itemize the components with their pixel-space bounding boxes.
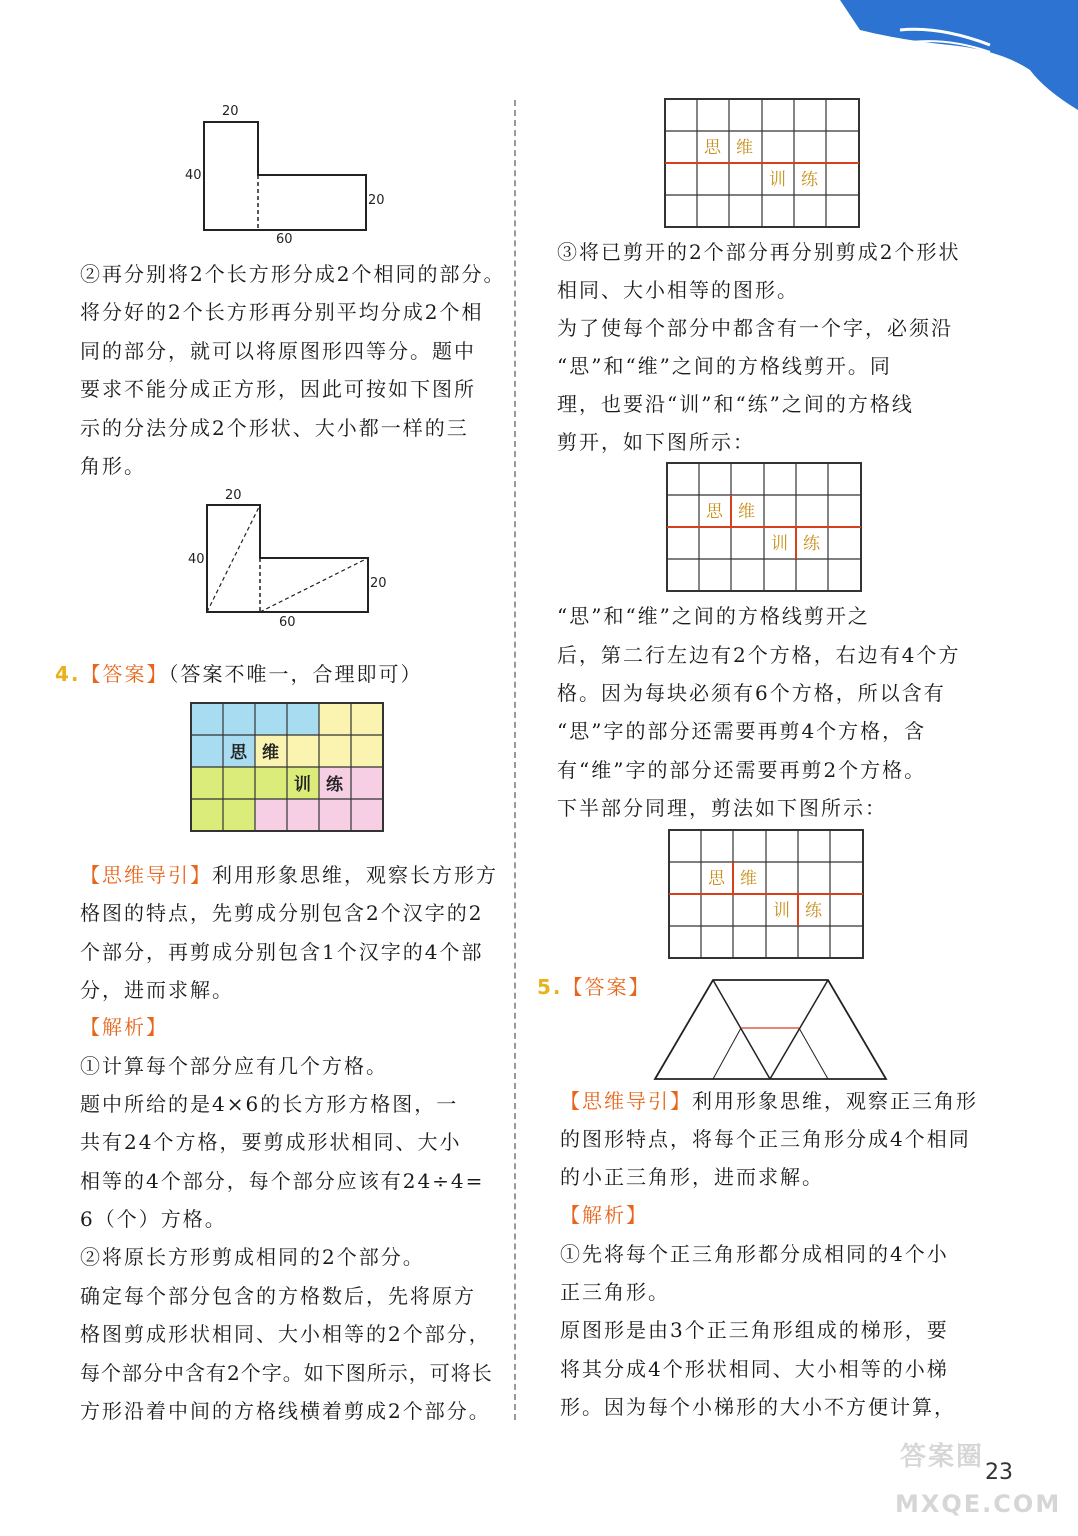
corner-decoration [840, 0, 1078, 110]
svg-text:训: 训 [769, 170, 786, 190]
svg-text:维: 维 [738, 502, 755, 522]
right-line: 理，也要沿“训”和“练”之间的方格线 [557, 392, 914, 416]
cut-grid-1 [663, 97, 863, 231]
right-line: ①先将每个正三角形都分成相同的4个小 [560, 1242, 949, 1266]
column-divider [514, 100, 516, 1420]
answer-note: （答案不唯一，合理即可） [168, 662, 423, 686]
svg-text:思: 思 [708, 869, 725, 889]
trapezoid-figure [650, 975, 900, 1085]
right-line: 将其分成4个形状相同、大小相等的小梯 [560, 1357, 949, 1381]
left-paragraph-1: ②再分别将2个长方形分成2个相同的部分。 [80, 262, 506, 286]
right-line: 有“维”字的部分还需要再剪2个方格。 [557, 758, 927, 782]
question-4-number: 4. [55, 662, 81, 686]
left-line: 方形沿着中间的方格线横着剪成2个部分。 [80, 1399, 491, 1423]
right-line: “思”和“维”之间的方格线剪开。同 [557, 354, 892, 378]
page-number: 23 [985, 1460, 1013, 1485]
right-line: ③将已剪开的2个部分再分别剪成2个形状 [557, 240, 961, 264]
fig1-label-left: 40 [185, 168, 202, 183]
left-line: 角形。 [80, 454, 146, 478]
answer-tag: 【答案】 [80, 662, 169, 686]
left-line: ①计算每个部分应有几个方格。 [80, 1054, 388, 1078]
left-line: ②将原长方形剪成相同的2个部分。 [80, 1245, 425, 1269]
right-line: 的图形特点，将每个正三角形分成4个相同 [560, 1127, 971, 1151]
svg-text:维: 维 [740, 869, 757, 889]
fig2-label-right: 20 [370, 576, 387, 591]
fig2-label-top: 20 [225, 488, 242, 503]
right-line: 为了使每个部分中都含有一个字，必须沿 [557, 316, 953, 340]
l-shape-figure-2 [180, 485, 400, 635]
right-line: 剪开，如下图所示： [557, 430, 755, 454]
question-5-number: 5. [537, 975, 563, 999]
svg-text:练: 练 [805, 901, 822, 921]
cut-grid-2 [665, 461, 865, 595]
fig2-label-bottom: 60 [279, 615, 296, 630]
right-line: 格。因为每块必须有6个方格，所以含有 [557, 681, 946, 705]
fig1-label-top: 20 [222, 104, 239, 119]
right-line: 正三角形。 [560, 1280, 670, 1304]
right-line: “思”字的部分还需要再剪4个方格，含 [557, 719, 927, 743]
left-line: 示的分法分成2个形状、大小都一样的三 [80, 416, 469, 440]
right-line: 的小正三角形，进而求解。 [560, 1165, 824, 1189]
question-4-header [55, 655, 423, 694]
grid-char-si: 思 [230, 743, 247, 763]
left-guide-line: 【思维导引】利用形象思维，观察长方形方 [80, 863, 498, 887]
answer-tag: 【答案】 [562, 975, 651, 999]
grid-char-lian: 练 [326, 775, 343, 795]
svg-text:练: 练 [803, 534, 820, 554]
fig2-label-left: 40 [188, 552, 205, 567]
right-guide-line: 【思维导引】利用形象思维，观察正三角形 [560, 1089, 978, 1113]
guide-tag: 【思维导引】 [560, 1089, 692, 1113]
right-line: 形。因为每个小梯形的大小不方便计算， [560, 1395, 956, 1419]
svg-text:练: 练 [801, 170, 818, 190]
l-shape-figure-1 [180, 100, 400, 250]
question-5-header [537, 968, 651, 1007]
right-line: 后，第二行左边有2个方格，右边有4个方 [557, 643, 961, 667]
left-line: 要求不能分成正方形，因此可按如下图所 [80, 377, 476, 401]
svg-text:思: 思 [706, 502, 723, 522]
analysis-tag: 【解析】 [80, 1015, 168, 1039]
left-line: 每个部分中含有2个字。如下图所示，可将长 [80, 1361, 493, 1385]
left-line: 共有24个方格，要剪成形状相同、大小 [80, 1130, 462, 1154]
left-line: 同的部分，就可以将原图形四等分。题中 [80, 339, 476, 363]
left-line: 6（个）方格。 [80, 1207, 227, 1231]
analysis-tag: 【解析】 [560, 1203, 648, 1227]
svg-text:训: 训 [773, 901, 790, 921]
svg-text:思: 思 [704, 138, 721, 158]
grid-char-wei: 维 [262, 743, 279, 763]
guide-tag: 【思维导引】 [80, 863, 212, 887]
left-line: 格图的特点，先剪成分别包含2个汉字的2 [80, 901, 484, 925]
watermark-bottom: MXQE.COM [895, 1490, 1062, 1518]
fig1-label-bottom: 60 [276, 232, 293, 247]
right-line: “思”和“维”之间的方格线剪开之 [557, 604, 870, 628]
right-line: 原图形是由3个正三角形组成的梯形，要 [560, 1318, 949, 1342]
svg-text:维: 维 [736, 138, 753, 158]
left-line: 题中所给的是4×6的长方形方格图，一 [80, 1092, 459, 1116]
right-line: 下半部分同理，剪法如下图所示： [557, 796, 887, 820]
cut-grid-3 [667, 828, 867, 962]
left-line: 将分好的2个长方形再分别平均分成2个相 [80, 300, 484, 324]
left-line: 分，进而求解。 [80, 978, 234, 1002]
left-line: 相等的4个部分，每个部分应该有24÷4= [80, 1169, 485, 1193]
left-line: 格图剪成形状相同、大小相等的2个部分， [80, 1322, 491, 1346]
colored-grid-answer [190, 702, 388, 834]
left-line: 个部分，再剪成分别包含1个汉字的4个部 [80, 940, 484, 964]
right-line: 相同、大小相等的图形。 [557, 278, 799, 302]
svg-text:训: 训 [771, 534, 788, 554]
fig1-label-right: 20 [368, 193, 385, 208]
watermark-top: 答案圈 [900, 1442, 985, 1472]
grid-char-xun: 训 [294, 775, 311, 795]
left-line: 确定每个部分包含的方格数后，先将原方 [80, 1284, 476, 1308]
